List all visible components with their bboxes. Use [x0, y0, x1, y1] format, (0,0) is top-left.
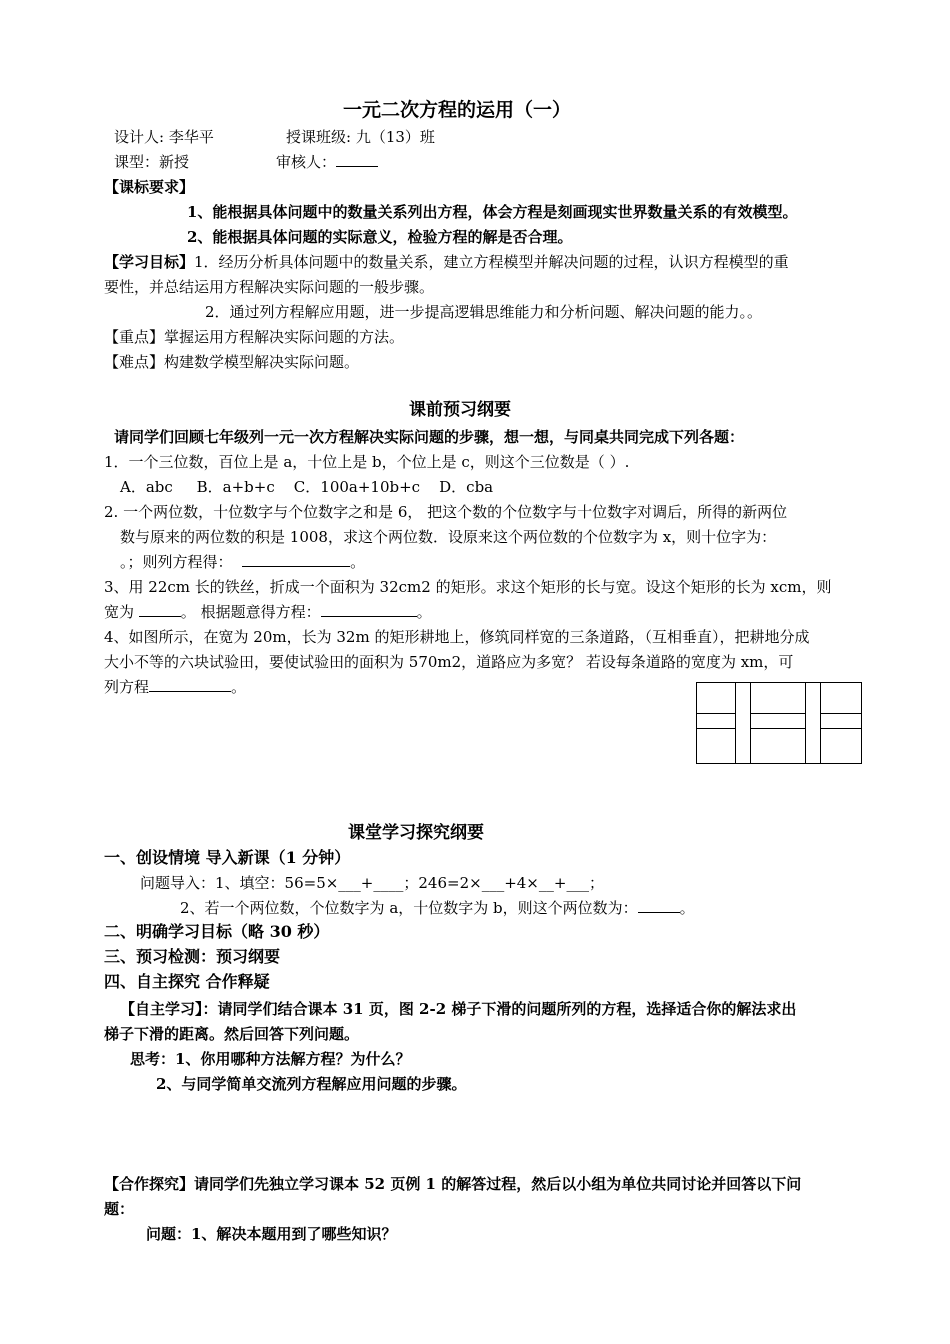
self-study-line-1: 【自主学习】：请同学们结合课本 31 页，图 2-2 梯子下滑的问题所列的方程，选择适合你的解法求出: [120, 1000, 797, 1018]
preview-q4-line2: 大小不等的六块试验田，要使试验田的面积为 570m2，道路应为多宽？ 若设每条道路的宽度为 xm，可: [104, 653, 794, 671]
preview-q3-line1: 3、用 22cm 长的铁丝，折成一个面积为 32cm2 的矩形。求这个矩形的长与宽。设这个矩形的长为 xcm，则: [104, 578, 832, 596]
q2-end: 。: [350, 553, 366, 571]
q2-text: 。；则列方程得：: [120, 553, 233, 571]
goals-line-3: 2．通过列方程解应用题，进一步提高逻辑思维能力和分析问题、解决问题的能力。。: [205, 303, 763, 321]
reviewer-label: 审核人：: [276, 153, 337, 171]
lesson-type: 课型：新授: [114, 153, 190, 171]
section-4: 四、自主探究 合作释疑: [104, 972, 270, 991]
section-1-q2: [180, 898, 695, 918]
preview-intro: 请同学们回顾七年级列一元一次方程解决实际问题的步骤，想一想，与同桌共同完成下列各题：: [114, 428, 745, 446]
section-1-q1: 问题导入：1、填空：56=5×___+____；246=2×___+4×__+___；: [140, 874, 604, 892]
reviewer: [276, 152, 378, 172]
coop-line-1: 【合作探究】请同学们先独立学习课本 52 页例 1 的解答过程，然后以小组为单位共同讨论并回答以下问: [104, 1175, 802, 1193]
preview-q1-options: A．abc B．a+b+c C．100a+10b+c D．cba: [120, 478, 494, 496]
section-3: 三、预习检测：预习纲要: [104, 947, 281, 966]
vertical-road-right: [805, 683, 821, 763]
preview-q2-line1: 2. 一个两位数，十位数字与个位数字之和是 6， 把这个数的个位数字与十位数字对调后，所得的新两位: [104, 503, 788, 521]
coop-q1: 问题：1、解决本题用到了哪些知识？: [146, 1225, 397, 1243]
q3-width-label: 宽为: [104, 603, 135, 621]
preview-q1: 1．一个三位数，百位上是 a，十位上是 b，个位上是 c，则这个三位数是（ ）.: [104, 453, 630, 471]
s1-q2-text: 2、若一个两位数，个位数字为 a，十位数字为 b，则这个两位数为：: [180, 899, 638, 917]
q3-eq-label: 。 根据题意得方程：: [180, 603, 321, 621]
q3-blank-1: [139, 602, 181, 617]
standards-label: 【课标要求】: [104, 178, 195, 196]
section-1: 一、创设情境 导入新课（1 分钟）: [104, 848, 351, 867]
section-2: 二、明确学习目标（略 30 秒）: [104, 922, 330, 941]
classroom-heading: 课堂学习探究纲要: [348, 823, 484, 843]
s1-q2-blank: [638, 898, 680, 913]
page-title: 一元二次方程的运用（一）: [343, 99, 572, 121]
preview-q2-line2: 数与原来的两位数的积是 1008，求这个两位数．设原来这个两位数的个位数字为 x，则十位字为：: [120, 528, 777, 546]
goals-text-1: 1．经历分析具体问题中的数量关系，建立方程模型并解决问题的过程，认识方程模型的重: [194, 253, 789, 271]
q3-end: 。: [416, 603, 432, 621]
think-2: 2、与同学简单交流列方程解应用问题的步骤。: [156, 1075, 467, 1093]
self-study-line-2: 梯子下滑的距离。然后回答下列问题。: [104, 1025, 360, 1043]
q3-blank-2: [321, 602, 417, 617]
standards-item-2: 2、能根据具体问题的实际意义，检验方程的解是否合理。: [187, 228, 573, 246]
coop-line-2: 题：: [104, 1200, 135, 1218]
standards-item-1: 1、能根据具体问题中的数量关系列出方程，体会方程是刻画现实世界数量关系的有效模型。: [187, 203, 798, 221]
q4-blank: [149, 677, 231, 692]
horizontal-road: [697, 713, 861, 729]
designer: 设计人: 李华平: [114, 128, 214, 146]
q2-blank: [242, 552, 350, 567]
s1-q2-end: 。: [679, 899, 695, 917]
field-roads-figure: [696, 682, 862, 764]
q4-text: 列方程: [104, 678, 150, 696]
preview-q4-line1: 4、如图所示，在宽为 20m，长为 32m 的矩形耕地上，修筑同样宽的三条道路，（互相垂直），把耕地分成: [104, 628, 810, 646]
goals-line-2: 要性，并总结运用方程解决实际问题的一般步骤。: [104, 278, 435, 296]
class-info: 授课班级: 九（13）班: [286, 128, 435, 146]
reviewer-blank: [336, 152, 378, 167]
q4-end: 。: [231, 678, 247, 696]
preview-q3-line2: [104, 602, 432, 622]
goals-line-1: [104, 252, 789, 272]
goals-label: 【学习目标】: [104, 253, 195, 271]
think-1: 思考：1、你用哪种方法解方程？为什么？: [130, 1050, 411, 1068]
vertical-road-left: [735, 683, 751, 763]
preview-heading: 课前预习纲要: [409, 400, 511, 420]
difficult-point: 【难点】构建数学模型解决实际问题。: [104, 353, 360, 371]
preview-q2-line3: [120, 552, 365, 572]
preview-q4-line3: [104, 677, 246, 697]
key-point: 【重点】掌握运用方程解决实际问题的方法。: [104, 328, 405, 346]
